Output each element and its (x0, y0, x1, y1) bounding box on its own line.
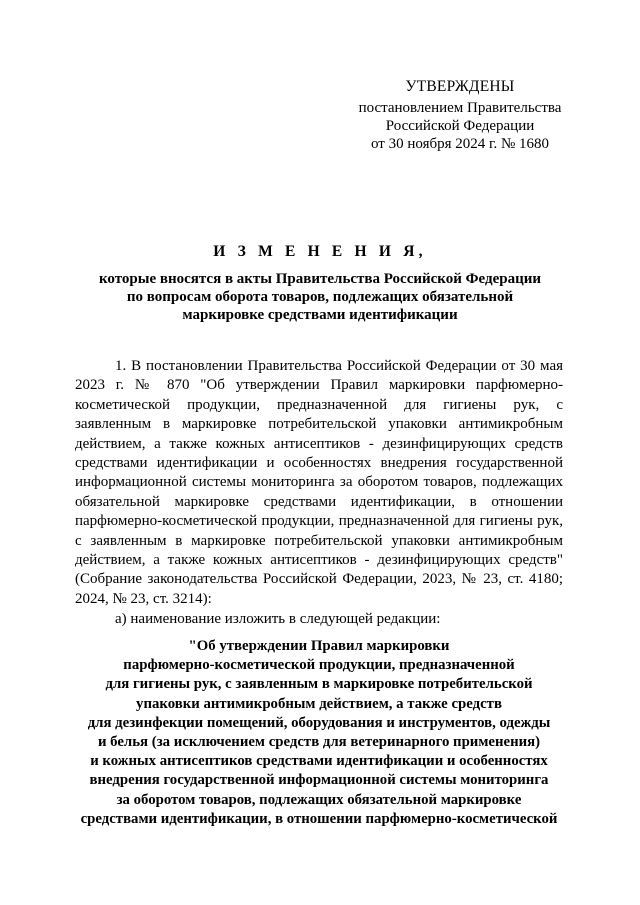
document-title: И З М Е Н Е Н И Я, (213, 243, 427, 260)
quoted-title-line: средствами идентификации, в отношении парфюмерно-косметической (80, 810, 558, 827)
subtitle-line: которые вносятся в акты Правительства Российской Федерации (98, 271, 542, 287)
approval-line: Российской Федерации (385, 118, 535, 134)
quoted-title-line: и белья (за исключением средств для ветеринарного применения) (97, 734, 541, 751)
quoted-title-line: "Об утверждении Правил маркировки (188, 638, 450, 654)
document-title-block (60, 243, 580, 324)
approval-heading: УТВЕРЖДЕНЫ (405, 78, 515, 95)
quoted-title-line: парфюмерно-косметической продукции, предназначенной (123, 657, 515, 674)
quoted-title-line: упаковки антимикробным действием, а также средств (136, 695, 502, 712)
quoted-title-block (68, 637, 570, 829)
subtitle-line: по вопросам оборота товаров, подлежащих обязательной (126, 289, 514, 305)
document-body (75, 357, 563, 630)
quoted-title-line: для дезинфекции помещений, оборудования и инструментов, одежды (87, 714, 551, 731)
quoted-title-line: для гигиены рук, с заявленным в маркировке потребительской (105, 676, 533, 693)
body-paragraph: 1. В постановлении Правительства Российской Федерации от 30 мая 2023 г. № 870 "Об утверждении Правил маркировки парфюмерно-косметической продукции, предназначенной для гигиены рук, с заявленным в маркировке потребительской упаковки антимикробным действием, а также кожных антисептиков - дезинфицирующих средств средствами идентификации и особенностях внедрения государственной информационной системы мониторинга за оборотом товаров, подлежащих обязательной маркировке средствами идентификации, в отношении парфюмерно-косметической продукции, предназначенной для гигиены рук, с заявленным в маркировке потребительской упаковки антимикробным действием, а также кожных антисептиков - дезинфицирующих средств" (Собрание законодательства Российской Федерации, 2023, № 23, ст. 4180; 2024, № 23, ст. 3214): (75, 358, 563, 607)
approval-line: постановлением Правительства (358, 100, 562, 116)
quoted-title-line: и кожных антисептиков средствами идентификации и особенностях (90, 753, 548, 770)
body-paragraph: а) наименование изложить в следующей редакции: (115, 611, 441, 628)
document-subtitle (60, 270, 580, 324)
approval-line: от 30 ноября 2024 г. № 1680 (370, 136, 550, 152)
quoted-title-line: внедрения государственной информационной системы мониторинга (89, 772, 549, 789)
subtitle-line: маркировке средствами идентификации (182, 307, 458, 323)
approval-stamp (330, 78, 590, 153)
quoted-title-line: за оборотом товаров, подлежащих обязательной маркировке (116, 791, 522, 808)
